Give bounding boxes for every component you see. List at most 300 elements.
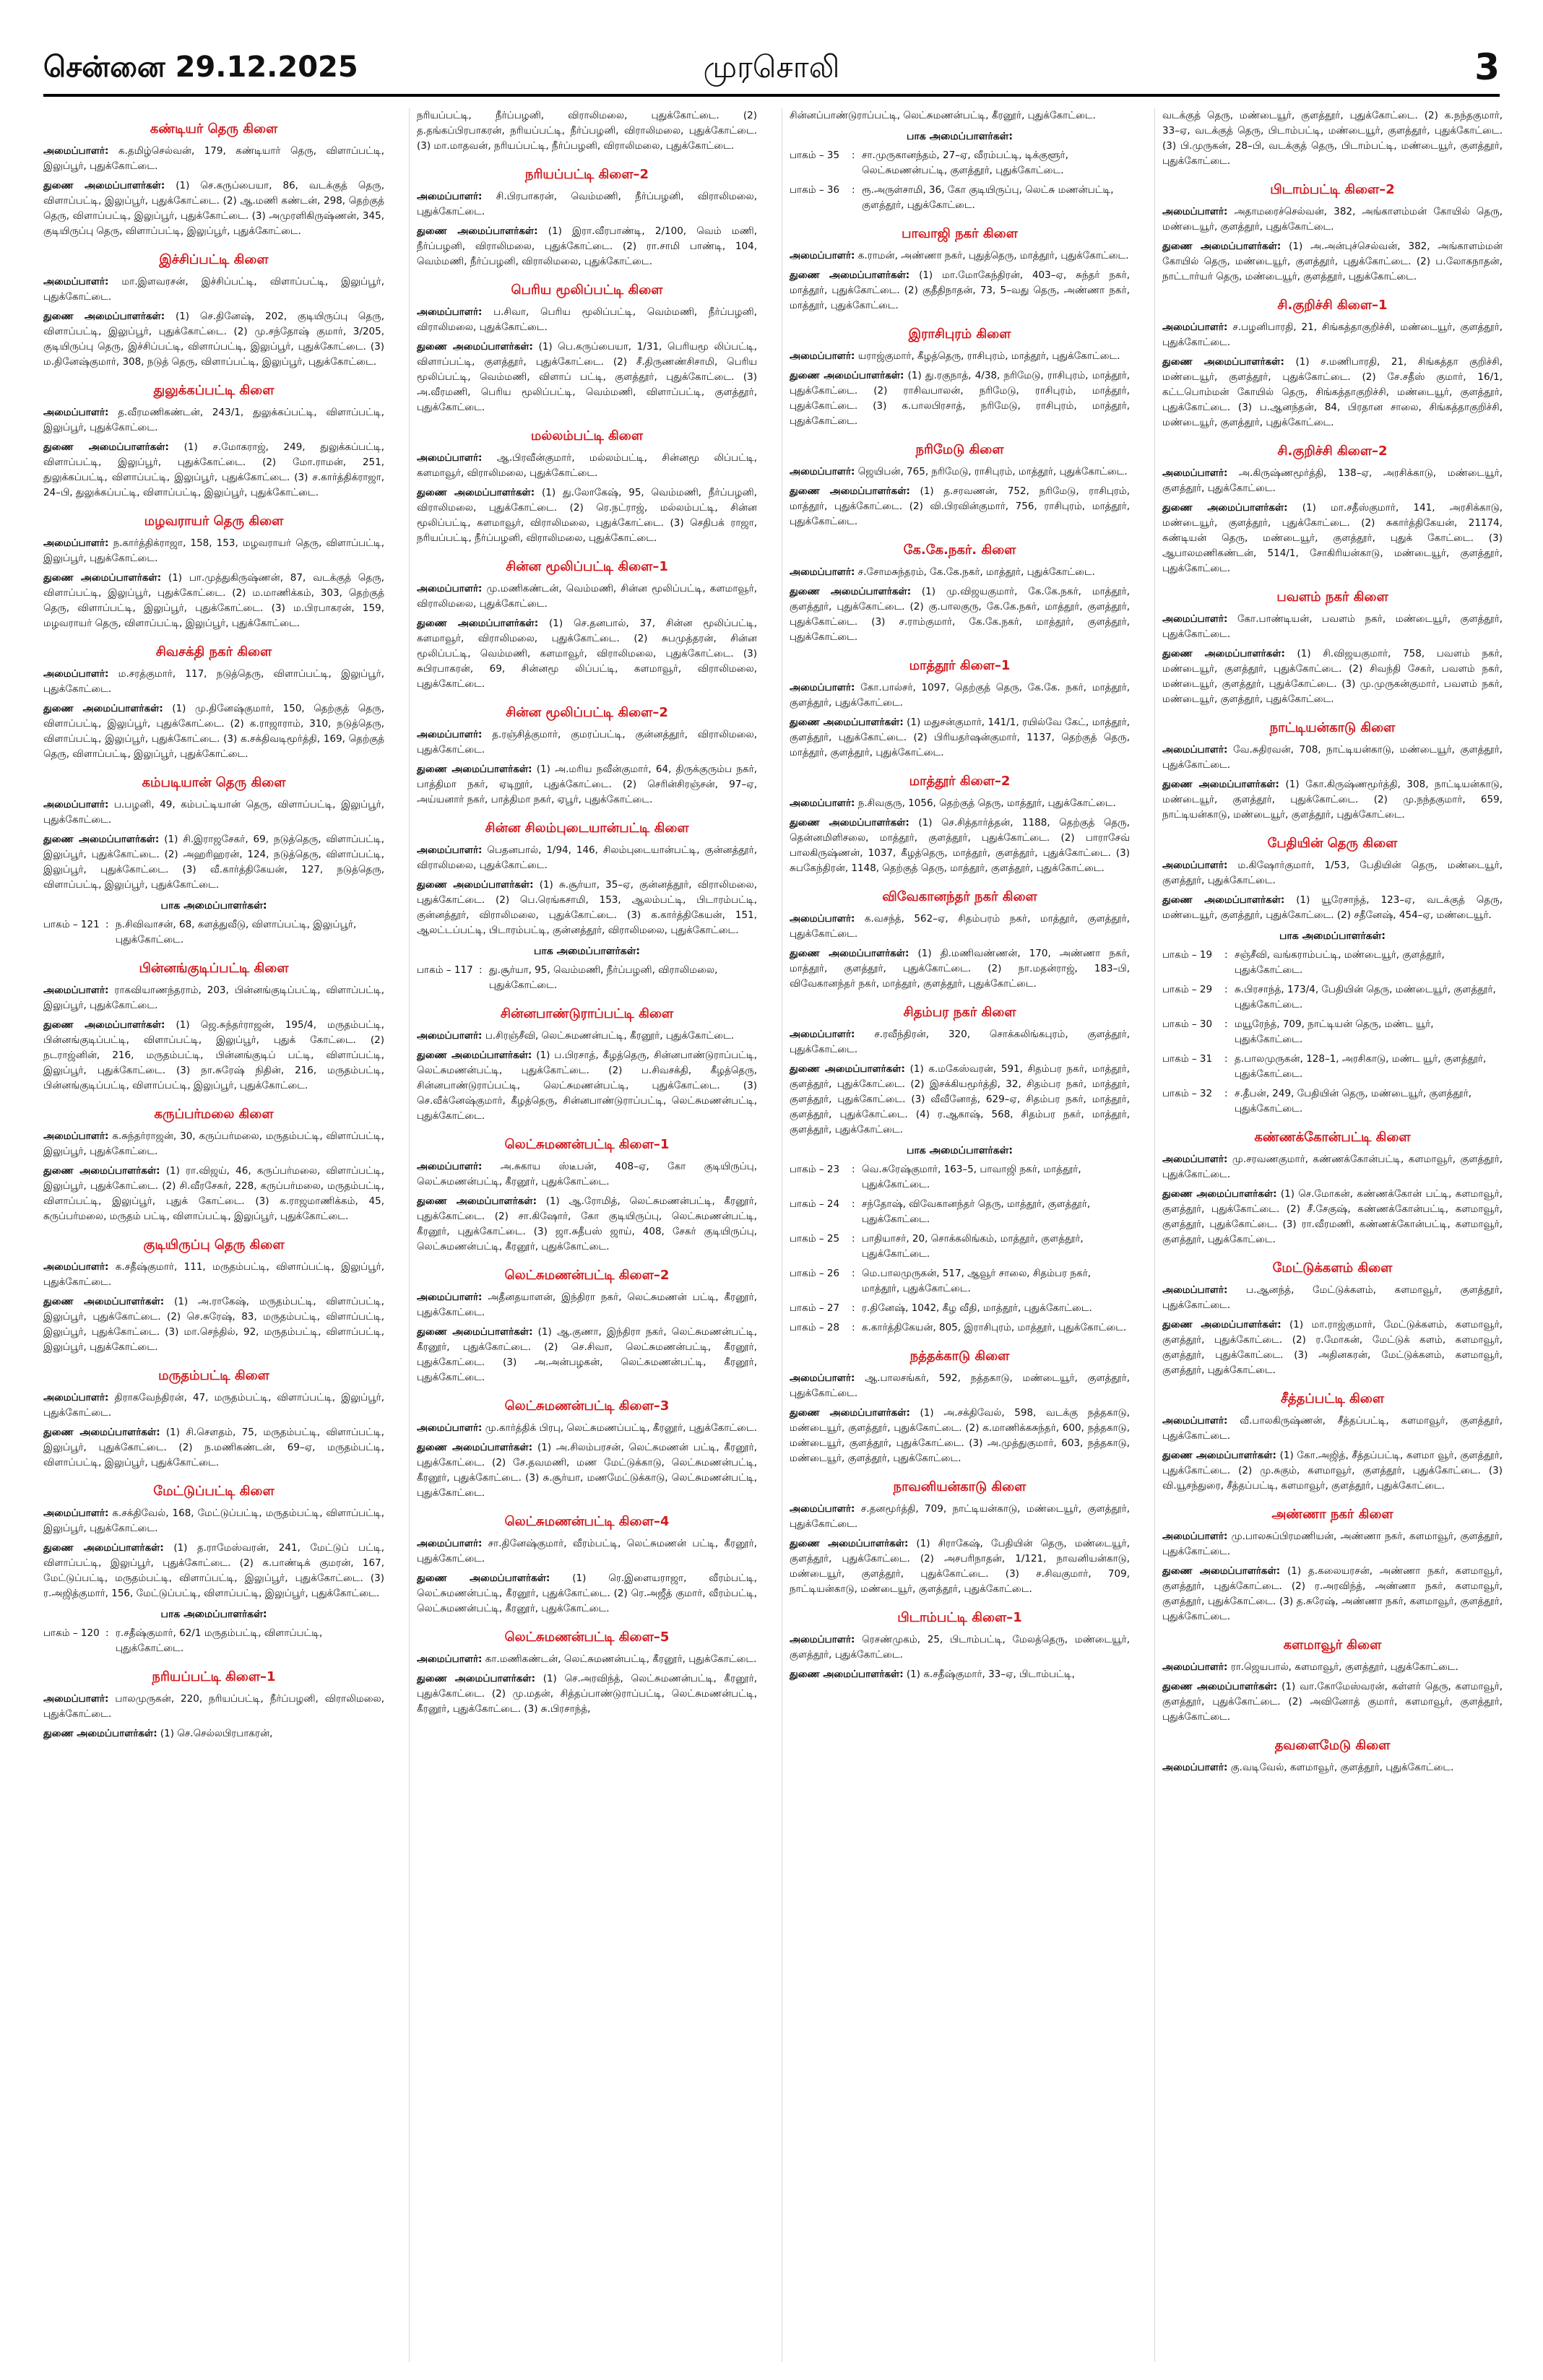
deputies-entry — [1162, 1564, 1503, 1624]
secretary-label: அமைப்பாளர்: — [417, 306, 483, 318]
deputies-text: (1) செ.மோகன், கண்ணக்கோன் பட்டி, களமாவூர், குளத்தூர், புதுக்கோட்டை. (2) சீ.சேகுஷ், கண்ணக்கோன்பட்டி, களமாவூர், குளத்தூர், புதுக்கோட்டை. (3) ரா.வீரமணி, கண்ணக்கோன்பட்டி, களமாவூர், குளத்தூர், புதுக்கோட்டை. — [1162, 1188, 1503, 1245]
part-separator: : — [1224, 1018, 1228, 1030]
part-row — [790, 1162, 1130, 1193]
part-number: பாகம் – 23 — [790, 1164, 840, 1175]
secretary-text: க.ராமன், அண்ணா நகர், புதுத்தெரு, மாத்தூர், புதுக்கோட்டை. — [857, 250, 1129, 261]
branch-block — [43, 514, 384, 631]
deputies-text: (1) ரெ.இளையராஜா, வீரம்பட்டி, லெட்சுமணன்பட்டி, கீரனூர், புதுக்கோட்டை. (2) ரெ.அஜீத் குமார், வீரம்பட்டி, லெட்சுமணன்பட்டி, கீரனூர், புதுக்கோட்டை. — [417, 1572, 757, 1614]
deputies-entry — [1162, 1679, 1503, 1725]
part-text: சஞ்சீவி, வங்கராம்பட்டி, மண்டையூர், குளத்தூர், புதுக்கோட்டை. — [1235, 949, 1445, 976]
secretary-entry — [1162, 1152, 1503, 1182]
secretary-label: அமைப்பாளர்: — [1162, 860, 1228, 871]
part-number: பாகம் – 35 — [790, 150, 840, 161]
deputies-entry — [43, 1164, 384, 1224]
secretary-label: அமைப்பாளர்: — [417, 1422, 483, 1434]
deputies-entry — [417, 1325, 757, 1385]
secretary-entry — [417, 581, 757, 612]
part-number: பாகம் – 28 — [790, 1322, 840, 1333]
secretary-entry — [43, 667, 384, 697]
branch-title: சிதம்பர நகர் கிளை — [903, 1005, 1016, 1020]
secretary-text: க.சுந்தர்ராஜன், 30, கருப்பர்மலை, மருதம்பட்டி, விளாப்பட்டி, இலுப்பூர், புதுக்கோட்டை. — [43, 1130, 384, 1157]
branch-block — [790, 108, 1130, 213]
secretary-entry — [790, 1502, 1130, 1532]
secretary-label: அமைப்பாளர்: — [43, 1392, 109, 1403]
deputies-label: துணை அமைப்பாளர்கள்: — [417, 487, 535, 498]
branch-title: கே.கே.நகர். கிளை — [903, 542, 1016, 558]
deputies-label: துணை அமைப்பாளர்கள்: — [417, 618, 539, 629]
secretary-text: க.வசந்த், 562–ஏ, சிதம்பரம் நகர், மாத்தூர், குளத்தூர், புதுக்கோட்டை. — [790, 913, 1130, 940]
secretary-label: அமைப்பாளர்: — [790, 466, 855, 477]
deputies-entry — [790, 1536, 1130, 1597]
branch-block — [1162, 1260, 1503, 1378]
part-row — [790, 1266, 1130, 1297]
secretary-entry — [43, 536, 384, 566]
secretary-label: அமைப்பாளர்: — [43, 1130, 109, 1142]
secretary-label: அமைப்பாளர்: — [1162, 467, 1228, 479]
secretary-entry — [790, 1632, 1130, 1663]
branch-block — [417, 428, 757, 546]
deputies-entry — [1162, 108, 1503, 169]
secretary-text: ச.ரவீந்திரன், 320, சொக்கலிங்கபுரம், குளத்தூர், புதுக்கோட்டை. — [790, 1029, 1130, 1055]
deputies-entry — [1162, 1317, 1503, 1378]
branch-block — [1162, 443, 1503, 576]
secretary-entry — [43, 1506, 384, 1536]
part-separator: : — [852, 184, 855, 196]
deputies-label: துணை அமைப்பாளர்கள்: — [417, 763, 532, 775]
branch-block — [417, 1398, 757, 1501]
secretary-label: அமைப்பாளர்: — [43, 985, 109, 996]
deputies-label: துணை அமைப்பாளர்கள்: — [1162, 356, 1284, 368]
part-row — [790, 1320, 1130, 1336]
branch-block — [417, 821, 757, 993]
deputies-entry — [1162, 1187, 1503, 1247]
part-text: ரூ.அருள்சாமி, 36, கோ குடியிருப்பு, லெட்சு மணன்பட்டி, குளத்தூர், புதுக்கோட்டை. — [862, 184, 1114, 211]
deputies-text: (1) மதுசன்குமார், 141/1, ரயில்வே கேட், மாத்தூர், குளத்தூர், புதுக்கோட்டை. (2) பிரியதர்ஷன்குமார், 1137, தெற்குத் தெரு, மாத்தூர், குளத்தூர், புதுக்கோட்டை. — [790, 717, 1130, 758]
part-number: பாகம் – 19 — [1162, 949, 1213, 961]
branch-block — [1162, 298, 1503, 430]
deputies-label: துணை அமைப்பாளர்கள்: — [417, 1673, 535, 1684]
part-separator: : — [479, 964, 483, 976]
secretary-entry — [417, 451, 757, 481]
secretary-text: ந.சிவகுரு, 1056, தெற்குத் தெரு, மாத்தூர், புதுக்கோட்டை. — [857, 797, 1116, 809]
secretary-text: ப.பழனி, 49, கம்பட்டியான் தெரு, விளாப்பட்டி, இலுப்பூர், புதுக்கோட்டை. — [43, 799, 384, 826]
branch-title: பெரிய மூலிப்பட்டி கிளை — [511, 282, 663, 298]
secretary-text: அதாமரைச்செல்வன், 382, அங்காளம்மன் கோயில் தெரு, மண்டையூர், குளத்தூர், புதுக்கோட்டை. — [1162, 206, 1503, 233]
deputies-entry — [43, 178, 384, 239]
branch-title: பேதியின் தெரு கிளை — [1267, 836, 1398, 851]
secretary-label: அமைப்பாளர்: — [43, 145, 109, 157]
secretary-text: மு.சரவணகுமார், கண்ணக்கோன்பட்டி, களமாவூர், குளத்தூர், புதுக்கோட்டை. — [1162, 1154, 1503, 1180]
branch-block — [417, 559, 757, 692]
secretary-entry — [417, 727, 757, 758]
deputies-entry — [1162, 355, 1503, 430]
deputies-label: துணை அமைப்பாளர்கள்: — [417, 1442, 533, 1453]
branch-title: பாவாஜி நகர் கிளை — [902, 226, 1018, 241]
secretary-entry — [417, 305, 757, 335]
branch-title: சிவசக்தி நகர் கிளை — [155, 644, 272, 659]
deputies-text: (1) பா.முத்துகிருஷ்ணன், 87, வடக்குத் தெரு, விளாப்பட்டி, இலுப்பூர், புதுக்கோட்டை. (2) ம.மாணிக்கம், 303, தெற்குத் தெரு, விளாப்பட்டி, இலுப்பூர், புதுக்கோட்டை. (3) ம.பிரபாகரன், 159, மழவராயர் தெரு, விளாப்பட்டி, இலுப்பூர், புதுக்கோட்டை. — [43, 572, 384, 629]
deputies-entry — [1162, 646, 1503, 707]
branch-block — [417, 1514, 757, 1617]
part-secretaries-heading: பாக அமைப்பாளர்கள்: — [160, 900, 267, 912]
part-secretaries-heading: பாக அமைப்பாளர்கள்: — [907, 1145, 1013, 1156]
secretary-label: அமைப்பாளர்: — [417, 1653, 483, 1665]
deputies-entry — [417, 616, 757, 692]
secretary-label: அமைப்பாளர்: — [1162, 744, 1228, 756]
secretary-entry — [43, 405, 384, 436]
deputies-label: துணை அமைப்பாளர்கள்: — [43, 1296, 165, 1307]
secretary-entry — [1162, 1414, 1503, 1444]
page-number: 3 — [1474, 46, 1500, 88]
branch-block — [417, 1006, 757, 1124]
deputies-entry — [790, 1406, 1130, 1466]
secretary-entry — [417, 1290, 757, 1320]
secretary-entry — [1162, 858, 1503, 888]
branch-block — [1162, 1507, 1503, 1624]
secretary-entry — [43, 144, 384, 174]
column-4 — [1154, 108, 1510, 2362]
deputies-text: (1) செ.செல்லபிரபாகரன், — [160, 1728, 273, 1739]
branch-block — [790, 542, 1130, 645]
deputies-entry — [43, 1726, 384, 1741]
deputies-label: துணை அமைப்பாளர்கள்: — [1162, 894, 1285, 906]
deputies-entry — [790, 1062, 1130, 1138]
deputies-label: துணை அமைப்பாளர்கள்: — [43, 1728, 157, 1739]
branch-block — [417, 282, 757, 415]
secretary-entry — [43, 1692, 384, 1722]
deputies-label: துணை அமைப்பாளர்கள்: — [417, 1572, 550, 1584]
part-row — [1162, 1052, 1503, 1082]
secretary-label: அமைப்பாளர்: — [43, 1693, 109, 1705]
deputies-text: (1) க.மகேஸ்வரன், 591, சிதம்பர நகர், மாத்தூர், குளத்தூர், புதுக்கோட்டை. (2) இசக்கியமூர்த்தி, 32, சிதம்பர நகர், மாத்தூர், குளத்தூர், புதுக்கோட்டை. (3) வீவீனோத், 629–ஏ, சிதம்பர நகர், மாத்தூர், குளத்தூர், புதுக்கோட்டை. (4) ர.ஆகாஷ், 568, சிதம்பர நகர், மாத்தூர், குளத்தூர், புதுக்கோட்டை. — [790, 1063, 1130, 1135]
deputies-text: (1) மு.விஜயகுமார், கே.கே.நகர், மாத்தூர், குளத்தூர், புதுக்கோட்டை. (2) கு.பாலகுரு, கே.கே.நகர், மாத்தூர், குளத்தூர், புதுக்கோட்டை. (3) ச.ராம்குமார், கே.கே.நகர், மாத்தூர், குளத்தூர், புதுக்கோட்டை. — [790, 586, 1130, 643]
deputies-label: துணை அமைப்பாளர்கள்: — [417, 341, 533, 352]
branch-block — [1162, 720, 1503, 823]
secretary-label: அமைப்பாளர்: — [1162, 1762, 1228, 1773]
secretary-label: அமைப்பாளர்: — [43, 537, 109, 549]
secretary-text: க.சதீஷ்குமார், 111, மருதம்பட்டி, விளாப்பட்டி, இலுப்பூர், புதுக்கோட்டை. — [43, 1261, 384, 1288]
secretary-text: சா.தினேஷ்குமார், வீரம்பட்டி, லெட்சுமணன் பட்டி, கீரனூர், புதுக்கோட்டை. — [417, 1538, 758, 1565]
branch-title: பின்னங்குடிப்பட்டி கிளை — [139, 961, 289, 976]
part-secretaries-heading: பாக அமைப்பாளர்கள்: — [534, 945, 640, 957]
deputies-text: (1) கோ.அஜித், சீத்தப்பட்டி, களமா வூர், குளத்தூர், புதுக்கோட்டை. (2) மு.சுகும், களமாவூர், குளத்தூர், புதுக்கோட்டை. (3) வி.யூசந்துரை, சீத்தப்பட்டி, களமாவூர், குளத்தூர், புதுக்கோட்டை. — [1162, 1450, 1503, 1492]
part-text: க.கார்த்திகேயன், 805, இராசிபுரம், மாத்தூர், புதுக்கோட்டை. — [862, 1322, 1127, 1333]
part-text: து.சூர்யா, 95, வெம்மணி, நீர்ப்பழனி, விராலிமலை, புதுக்கோட்டை. — [489, 964, 718, 991]
branch-title: நரியப்பட்டி கிளை–2 — [524, 167, 649, 182]
part-text: மெ.பாலமுருகன், 517, ஆவூர் சாலை, சிதம்பர நகர், மாத்தூர், புதுக்கோட்டை. — [862, 1268, 1092, 1294]
part-separator: : — [852, 1302, 855, 1314]
branch-title: மாத்தூர் கிளை–2 — [909, 774, 1011, 789]
branch-block — [417, 1630, 757, 1717]
branch-block — [43, 252, 384, 370]
deputies-label: துணை அமைப்பாளர்கள்: — [417, 1195, 537, 1207]
deputies-label: துணை அமைப்பாளர்கள்: — [790, 1669, 904, 1680]
part-row — [790, 1301, 1130, 1316]
branch-block — [417, 1137, 757, 1255]
deputies-label: துணை அமைப்பாளர்கள்: — [1162, 1681, 1278, 1692]
secretary-entry — [1162, 1283, 1503, 1313]
deputies-text: வடக்குத் தெரு, மண்டையூர், குளத்தூர், புதுக்கோட்டை. (2) க.நந்தகுமார், 33–ஏ, வடக்குத் தெரு, பிடாம்பட்டி, மண்டையூர், குளத்தூர், புதுக்கோட்டை. (3) பி.முருகன், 28–பி, வடக்குத் தெரு, பிடாம்பட்டி, மண்டையூர், குளத்தூர், புதுக்கோட்டை. — [1162, 110, 1503, 167]
secretary-label: அமைப்பாளர்: — [417, 1030, 483, 1042]
branch-title: சீத்தப்பட்டி கிளை — [1280, 1391, 1385, 1406]
deputies-text: (1) சி.செளதம், 75, மருதம்பட்டி, விளாப்பட்டி, இலுப்பூர், புதுக்கோட்டை. (2) ந.மணிகண்டன், 69–ஏ, மருதம்பட்டி, விளாப்பட்டி, இலுப்பூர், புதுக்கோட்டை. — [43, 1427, 384, 1468]
deputies-text: (1) க.சதீஷ்குமார், 33–ஏ, பிடாம்பட்டி, — [906, 1669, 1075, 1680]
branch-title: மேட்டுக்களம் கிளை — [1272, 1260, 1393, 1276]
branch-block — [790, 1349, 1130, 1466]
column-2 — [409, 108, 764, 2362]
secretary-label: அமைப்பாளர்: — [43, 407, 109, 418]
deputies-text: (1) செ.சித்தார்த்தன், 1188, தெற்குத் தெரு, தென்னமிளிசலை, மாத்தூர், குளத்தூர், புதுக்கோட்டை. (2) பாராசேவ் பாலகிருஷ்ணன், 1037, கீழத்தெரு, மாத்தூர், குளத்தூர், புதுக்கோட்டை. (3) சுபகேந்திரன், 1148, தெற்குத் தெரு, மாத்தூர், குளத்தூர், புதுக்கோட்டை. — [790, 817, 1130, 874]
secretary-label: அமைப்பாளர்: — [417, 1161, 483, 1172]
deputies-entry — [790, 268, 1130, 313]
secretary-label: அமைப்பாளர்: — [1162, 1284, 1228, 1296]
secretary-label: அமைப்பாளர்: — [417, 844, 483, 856]
secretary-text: ப.ஆனந்த், மேட்டுக்களம், களமாவூர், குளத்தூர், புதுக்கோட்டை. — [1162, 1284, 1503, 1311]
part-separator: : — [105, 919, 109, 930]
secretary-text: பெதனபால், 1/94, 146, சிலம்புடையான்பட்டி, குன்னத்தூர், விராலிமலை, புதுக்கோட்டை. — [417, 844, 757, 871]
secretary-text: ப.சிவா, பெரிய மூலிப்பட்டி, வெம்மணி, நீர்ப்பழனி, விராலிமலை, புதுக்கோட்டை. — [417, 306, 757, 333]
deputies-label: துணை அமைப்பாளர்கள்: — [790, 370, 904, 381]
deputies-text: (1) பெ.கருப்பையா, 1/31, பெரியமூ லிப்பட்டி, விளாப்பட்டி, குளத்தூர், புதுக்கோட்டை. (2) சீ.திருணண்சிசாமி, பெரிய மூலிப்பட்டி, வெம்மணி, விளாப் பட்டி, குளத்தூர், புதுக்கோட்டை. (3) அ.வீரமணி, பெரிய மூலிப்பட்டி, வெம்மணி, விளாப்பட்டி, குளத்தூர், புதுக்கோட்டை. — [417, 341, 757, 413]
secretary-text: மு.மணிகண்டன், வெம்மணி, சின்ன மூலிப்பட்டி, களமாவூர், விராலிமலை, புதுக்கோட்டை. — [417, 583, 757, 610]
secretary-label: அமைப்பாளர்: — [417, 1538, 483, 1549]
secretary-entry — [417, 1536, 757, 1567]
deputies-text: (1) ச.மணிபாரதி, 21, சிங்கத்தா குறிச்சி, மண்டையூர், குளத்தூர், புதுக்கோட்டை. (2) சே.சதீஸ் குமார், 16/1, கட்டபொம்மன் கோயில் தெரு, சிங்கத்தாகுறிச்சி, மண்டையூர், குளத்தூர், புதுக்கோட்டை. (3) ப.ஆனந்தன், 84, பிரதான சாலை, சிங்கத்தாகுறிச்சி, மண்டையூர், குளத்தூர், புதுக்கோட்டை. — [1162, 356, 1503, 428]
secretary-entry — [417, 1421, 757, 1436]
deputies-text: (1) மா.ராஜ்குமார், மேட்டுக்களம், களமாவூர், குளத்தூர், புதுக்கோட்டை. (2) ர.மோகன், மேட்டுக் களம், களமாவூர், குளத்தூர், புதுக்கோட்டை. (3) அதினகரன், மேட்டுக்களம், களமாவூர், குளத்தூர், புதுக்கோட்டை. — [1162, 1319, 1503, 1376]
secretary-text: பாலமுருகன், 220, நரியப்பட்டி, நீர்ப்பழனி, விராலிமலை, புதுக்கோட்டை. — [43, 1693, 384, 1720]
branch-title: மல்லம்பட்டி கிளை — [530, 428, 644, 443]
secretary-text: ச.சோமசுந்தரம், கே.கே.நகர், மாத்தூர், புதுக்கோட்டை. — [857, 566, 1095, 578]
secretary-text: ரெசண்முகம், 25, பிடாம்பட்டி, மேலத்தெரு, மண்டையூர், குளத்தூர், புதுக்கோட்டை. — [790, 1634, 1131, 1661]
part-row — [790, 1197, 1130, 1227]
deputies-text: (1) ஆ.குணா, இந்திரா நகர், லெட்சுமணன்பட்டி, கீரனூர், புதுக்கோட்டை. (2) செ.சிவா, லெட்சுமணன்பட்டி, கீரனூர், புதுக்கோட்டை. (3) அ.அன்பழகன், லெட்சுமணன்பட்டி, கீரனூர், புதுக்கோட்டை. — [417, 1326, 757, 1383]
deputies-text: (1) அ.அன்புச்செல்வன், 382, அங்காளம்மன் கோயில் தெரு, மண்டையூர், குளத்தூர், புதுக்கோட்டை. (2) ப.லோகநாதன், நாட்டார்யர் தெரு, மண்டையூர், குளத்தூர், புதுக்கோட்டை. — [1162, 241, 1503, 282]
secretary-label: அமைப்பாளர்: — [43, 799, 109, 810]
secretary-label: அமைப்பாளர்: — [43, 668, 109, 680]
part-separator: : — [1224, 949, 1228, 961]
deputies-entry — [417, 878, 757, 938]
deputies-text: (1) ச.மோகராஜ், 249, துலுக்கப்பட்டி, விளாப்பட்டி, இலுப்பூர், புதுக்கோட்டை. (2) மோ.ராமன், 251, துலுக்கப்பட்டி, விளாப்பட்டி, இலுப்பூர், புதுக்கோட்டை. (3) ச.கார்த்திக்ராஜா, 24–பி, துலுக்கப்பட்டி, விளாப்பட்டி, இலுப்பூர், புதுக்கோட்டை. — [43, 441, 384, 498]
part-number: பாகம் – 121 — [43, 919, 100, 930]
secretary-text: அதீனதயாளன், இந்திரா நகர், லெட்சுமணன் பட்டி, கீரனூர், புதுக்கோட்டை. — [417, 1291, 757, 1318]
secretary-entry — [43, 274, 384, 305]
deputies-text: (1) தி.மணிவண்ணன், 170, அண்ணா நகர், மாத்தூர், குளத்தூர், புதுக்கோட்டை. (2) நா.மதன்ராஜ், 183–பி, விவேகானந்தர் நகர், மாத்தூர், குளத்தூர், புதுக்கோட்டை. — [790, 948, 1130, 990]
deputies-entry — [417, 762, 757, 808]
secretary-text: ம.சரத்குமார், 117, நடுத்தெரு, விளாப்பட்டி, இலுப்பூர், புதுக்கோட்டை. — [43, 668, 384, 695]
deputies-text: (1) த.கலையரசன், அண்ணா நகர், களமாவூர், குளத்தூர், புதுக்கோட்டை. (2) ர.அரவிந்த், அண்ணா நகர், களமாவூர், குளத்தூர், புதுக்கோட்டை. (3) த.சுரேஷ், அண்ணா நகர், களமாவூர், குளத்தூர், புதுக்கோட்டை. — [1162, 1565, 1503, 1622]
branch-block — [790, 442, 1130, 529]
secretary-label: அமைப்பாளர்: — [43, 276, 109, 287]
deputies-label: துணை அமைப்பாளர்கள்: — [43, 1165, 160, 1177]
deputies-entry — [417, 1440, 757, 1501]
secretary-label: அமைப்பாளர்: — [1162, 321, 1228, 333]
branch-block — [1162, 108, 1503, 169]
branch-title: விவேகானந்தர் நகர் கிளை — [882, 889, 1037, 904]
secretary-label: அமைப்பாளர்: — [417, 583, 483, 594]
secretary-entry — [43, 1129, 384, 1159]
branch-block — [790, 1610, 1130, 1682]
branch-block — [790, 1005, 1130, 1336]
secretary-label: அமைப்பாளர்: — [790, 682, 855, 693]
part-separator: : — [852, 1233, 855, 1245]
part-separator: : — [852, 1164, 855, 1175]
secretary-entry — [1162, 743, 1503, 773]
part-separator: : — [852, 150, 855, 161]
deputies-label: துணை அமைப்பாளர்கள்: — [43, 311, 165, 322]
secretary-entry — [1162, 1760, 1503, 1775]
secretary-text: திராகவேந்திரன், 47, மருதம்பட்டி, விளாப்பட்டி, இலுப்பூர், புதுக்கோட்டை. — [43, 1392, 384, 1419]
deputies-entry — [417, 108, 757, 154]
branch-block — [790, 1479, 1130, 1597]
deputies-text: (1) த.ராமேஸ்வரன், 241, மேட்டுப் பட்டி, விளாப்பட்டி, இலுப்பூர், புதுக்கோட்டை. (2) க.பாண்டிக் குமரன், 167, மேட்டுப்பட்டி, மருதம்பட்டி, விளாப்பட்டி, இலுப்பூர், புதுக்கோட்டை. (3) ர.அஜித்குமார், 156, மேட்டுப்பட்டி, விளாப்பட்டி, இலுப்பூர், புதுக்கோட்டை. — [43, 1542, 384, 1599]
secretary-label: அமைப்பாளர்: — [790, 250, 855, 261]
branch-block — [43, 1368, 384, 1471]
deputies-label: துணை அமைப்பாளர்கள்: — [43, 834, 160, 845]
part-number: பாகம் – 32 — [1162, 1088, 1213, 1099]
part-text: பாதியாசர், 20, சொக்கலிங்கம், மாத்தூர், குளத்தூர், புதுக்கோட்டை. — [862, 1233, 1084, 1260]
deputies-entry — [417, 339, 757, 415]
column-1 — [36, 108, 392, 2362]
part-text: மயூரேந்த், 709, நாட்டியன் தெரு, மண்ட யூர், புதுக்கோட்டை. — [1235, 1018, 1434, 1045]
branch-block — [417, 705, 757, 808]
deputies-entry — [790, 484, 1130, 529]
secretary-text: ந.கார்த்திக்ராஜா, 158, 153, மழவராயர் தெரு, விளாப்பட்டி, இலுப்பூர், புதுக்கோட்டை. — [43, 537, 385, 564]
branch-block — [43, 961, 384, 1094]
deputies-label: துணை அமைப்பாளர்கள்: — [1162, 502, 1288, 514]
deputies-text: நரியப்பட்டி, நீர்ப்பழனி, விராலிமலை, புதுக்கோட்டை. (2) த.தங்கப்பிரபாகரன், நரியப்பட்டி, நீர்ப்பழனி, விராலிமலை, புதுக்கோட்டை. (3) மா.மாதவன், நரியப்பட்டி, நீர்ப்பழனி, விராலிமலை, புதுக்கோட்டை. — [417, 110, 757, 152]
branch-title: நாவனியன்காடு கிளை — [893, 1479, 1026, 1494]
deputies-text: (1) செ.அரவிந்த், லெட்சுமணன்பட்டி, கீரனூர், புதுக்கோட்டை. (2) மு.மதன், சித்தப்பாண்டுராப்பட்டி, லெட்சுமணன்பட்டி, கீரனூர், புதுக்கோட்டை. (3) சு.பிரசாந்த், — [417, 1673, 757, 1715]
deputies-entry — [790, 815, 1130, 876]
deputies-entry — [1162, 239, 1503, 285]
deputies-label: துணை அமைப்பாளர்கள்: — [1162, 1565, 1281, 1577]
secretary-entry — [790, 565, 1130, 580]
part-row — [790, 1232, 1130, 1262]
part-row — [1162, 948, 1503, 978]
deputies-entry — [43, 440, 384, 501]
secretary-text: ச.பழனிபாரதி, 21, சிங்கத்தாகுறிச்சி, மண்டையூர், குளத்தூர், புதுக்கோட்டை. — [1162, 321, 1503, 348]
deputies-label: துணை அமைப்பாளர்கள்: — [417, 879, 534, 891]
part-separator: : — [1224, 984, 1228, 995]
branch-title: அண்ணா நகர் கிளை — [1271, 1507, 1393, 1522]
part-text: ச.தீபன், 249, பேதியின் தெரு, மண்டையூர், குளத்தூர், புதுக்கோட்டை. — [1235, 1088, 1471, 1115]
part-number: பாகம் – 26 — [790, 1268, 840, 1279]
branch-block — [1162, 1130, 1503, 1247]
secretary-label: அமைப்பாளர்: — [43, 1507, 109, 1519]
deputies-text: (1) து.லோகேஷ், 95, வெம்மணி, நீர்ப்பழனி, விராலிமலை, புதுக்கோட்டை. (2) ரெ.நட்ராஜ், மல்லம்பட்டி, சின்ன மூலிப்பட்டி, களமாவூர், விராலிமலை, புதுக்கோட்டை. (3) செதிபக் ராஜா, நரியப்பட்டி, நீர்ப்பழனி, விராலிமலை, புதுக்கோட்டை. — [417, 487, 757, 544]
deputies-label: துணை அமைப்பாளர்கள்: — [43, 441, 169, 453]
branch-title: துலுக்கப்பட்டி கிளை — [153, 383, 275, 398]
branch-block — [417, 167, 757, 269]
branch-title: லெட்சுமணன்பட்டி கிளை–5 — [504, 1630, 670, 1645]
secretary-text: வீ.பாலகிருஷ்ணன், சீத்தப்பட்டி, களமாவூர், குளத்தூர், புதுக்கோட்டை. — [1162, 1415, 1503, 1442]
branch-title: லெட்சுமணன்பட்டி கிளை–4 — [504, 1514, 670, 1529]
deputies-entry — [1162, 893, 1503, 923]
part-separator: : — [1224, 1053, 1228, 1065]
deputies-label: துணை அமைப்பாளர்கள்: — [43, 180, 165, 191]
deputies-entry — [417, 1048, 757, 1124]
part-row — [790, 148, 1130, 178]
deputies-text: (1) கோ.கிருஷ்ணமூர்த்தி, 308, நாட்டியன்காடு, மண்டையூர், குளத்தூர், புதுக்கோட்டை. (2) மு.நந்தகுமார், 659, நாட்டியன்காடு, மண்டையூர், குளத்தூர், புதுக்கோட்டை. — [1162, 779, 1503, 821]
branch-title: கருப்பர்மலை கிளை — [154, 1107, 274, 1122]
deputies-text: (1) அ.மரிய நவீன்குமார், 64, திருக்குரும்ப நகர், பாத்திமா நகர், ஏடிறூர், புதுக்கோட்டை. (2) செரின்சிரஞ்சன், 97–ஏ, அய்யனார் நகர், பாத்திமா நகர், ஏபூர், புதுக்கோட்டை. — [417, 763, 757, 805]
deputies-text: (1) அ.சிலம்பரசன், லெட்சுமணன் பட்டி, கீரனூர், புதுக்கோட்டை. (2) சே.தவமணி, மண மேட்டுக்காடு, லெட்சுமணன்பட்டி, கீரனூர், புதுக்கோட்டை. (3) சு.சூர்யா, மணமேட்டுக்காடு, லெட்சுமணன்பட்டி, புதுக்கோட்டை. — [417, 1442, 757, 1499]
part-number: பாகம் – 117 — [417, 964, 473, 976]
deputies-text: (1) சி.விஜயகுமார், 758, பவளம் நகர், மண்டையூர், குளத்தூர், புதுக்கோட்டை. (2) சிவந்தி சேகர், பவளம் நகர், மண்டையூர், குளத்தூர், புதுக்கோட்டை. (3) மு.முருகன்குமார், பவளம் நகர், மண்டையூர், குளத்தூர், புதுக்கோட்டை. — [1162, 648, 1503, 705]
part-secretaries-heading: பாக அமைப்பாளர்கள்: — [160, 1609, 267, 1620]
secretary-entry — [417, 1652, 757, 1667]
deputies-entry — [43, 832, 384, 893]
secretary-label: அமைப்பாளர்: — [1162, 1661, 1228, 1673]
branch-title: குடியிருப்பு தெரு கிளை — [143, 1237, 285, 1252]
deputies-text: (1) து.ரகுநாத், 4/38, நரிமேடு, ராசிபுரம், மாத்தூர், புதுக்கோட்டை. (2) ராசிவபாலன், நரிமேடு, ராசிபுரம், மாத்தூர், புதுக்கோட்டை. (3) க.பாலபிரசாத், நரிமேடு, ராசிபுரம், மாத்தூர், புதுக்கோட்டை. — [790, 370, 1130, 427]
deputies-text: (1) ப.பிரசாத், கீழத்தெரு, சின்னபாண்டுராப்பட்டி, லெட்சுமணன்பட்டி, புதுக்கோட்டை. (2) ப.சிவசக்தி, கீழத்தெரு, சின்னபாண்டுராப்பட்டி, லெட்சுமணன்பட்டி, புதுக்கோட்டை. (3) செ.வீக்னேஷ்குமார், கீழத்தெரு, சின்னபாண்டுராப்பட்டி, லெட்சுமணன்பட்டி, புதுக்கோட்டை. — [417, 1050, 757, 1122]
part-separator: : — [852, 1198, 855, 1210]
deputies-label: துணை அமைப்பாளர்கள்: — [1162, 1319, 1281, 1330]
secretary-text: த.ரஞ்சித்குமார், குமரப்பட்டி, குன்னத்தூர், விராலிமலை, புதுக்கோட்டை. — [417, 729, 757, 756]
deputies-entry — [43, 701, 384, 762]
deputies-entry — [43, 309, 384, 370]
branch-block — [43, 1107, 384, 1224]
deputies-entry — [43, 1541, 384, 1601]
deputies-label: துணை அமைப்பாளர்கள்: — [790, 1063, 905, 1075]
secretary-entry — [43, 983, 384, 1013]
secretary-label: அமைப்பாளர்: — [790, 566, 855, 578]
branch-title: லெட்சுமணன்பட்டி கிளை–2 — [504, 1268, 670, 1283]
part-text: சு.பிரசாந்த், 173/4, பேதியின் தெரு, மண்டையூர், குளத்தூர், புதுக்கோட்டை. — [1235, 984, 1496, 1011]
branch-block — [43, 383, 384, 501]
branch-title: மாத்தூர் கிளை–1 — [909, 658, 1011, 673]
branch-block — [43, 1484, 384, 1656]
deputies-entry — [417, 1194, 757, 1255]
secretary-entry — [1162, 466, 1503, 496]
branch-block — [43, 1669, 384, 1741]
branch-title: கண்டியர் தெரு கிளை — [150, 121, 278, 137]
deputies-label: துணை அமைப்பாளர்கள்: — [790, 948, 909, 959]
secretary-text: அ.கிருஷ்ணமூர்த்தி, 138–ஏ, அரசிக்காடு, மண்டையூர், குளத்தூர், புதுக்கோட்டை. — [1162, 467, 1503, 494]
secretary-text: கோ.பால்சர், 1097, தெற்குத் தெரு, கே.கே. நகர், மாத்தூர், குளத்தூர், புதுக்கோட்டை. — [790, 682, 1130, 709]
deputies-entry — [417, 1671, 757, 1717]
branch-block — [790, 226, 1130, 313]
secretary-text: மு.பாலசுப்பிரமணியன், அண்ணா நகர், களமாவூர், குளத்தூர், புதுக்கோட்டை. — [1162, 1531, 1503, 1557]
secretary-entry — [1162, 1660, 1503, 1675]
branch-block — [43, 1237, 384, 1355]
branch-title: சி.குறிச்சி கிளை–1 — [1277, 298, 1388, 313]
secretary-text: ச.தனமூர்த்தி, 709, நாட்டியன்காடு, மண்டையூர், குளத்தூர், புதுக்கோட்டை. — [790, 1503, 1130, 1530]
secretary-entry — [1162, 1529, 1503, 1559]
deputies-entry — [790, 715, 1130, 761]
deputies-label: துணை அமைப்பாளர்கள்: — [790, 717, 904, 728]
secretary-entry — [790, 349, 1130, 364]
deputies-text: சின்னப்பாண்டுராப்பட்டி, லெட்சுமணன்பட்டி, கீரனூர், புதுக்கோட்டை. — [790, 110, 1096, 121]
deputies-text: (1) த.சரவணன், 752, நரிமேடு, ராசிபுரம், மாத்தூர், புதுக்கோட்டை. (2) வி.பிரவின்குமார், 756, ராசிபுரம், மாத்தூர், புதுக்கோட்டை. — [790, 485, 1130, 527]
secretary-text: க.தமிழ்செல்வன், 179, கண்டியார் தெரு, விளாப்பட்டி, இலுப்பூர், புதுக்கோட்டை. — [43, 145, 384, 172]
secretary-label: அமைப்பாளர்: — [43, 1261, 109, 1273]
part-row — [43, 917, 384, 948]
secretary-label: அமைப்பாளர்: — [417, 729, 483, 740]
secretary-label: அமைப்பாளர்: — [790, 1634, 855, 1645]
part-separator: : — [105, 1627, 109, 1639]
secretary-entry — [790, 796, 1130, 811]
secretary-entry — [790, 464, 1130, 480]
part-text: வெ.சுரேஷ்குமார், 163–5, பாவாஜி நகர், மாத்தூர், புதுக்கோட்டை. — [862, 1164, 1081, 1190]
part-secretaries-heading: பாக அமைப்பாளர்கள்: — [1279, 930, 1386, 942]
deputies-text: (1) வா.கோமேஸ்வரன், கள்ளர் தெரு, களமாவூர், குளத்தூர், புதுக்கோட்டை. (2) அவினோத் குமார், களமாவூர், குளத்தூர், புதுக்கோட்டை. — [1162, 1681, 1503, 1723]
article-columns — [36, 108, 1510, 2362]
deputies-entry — [1162, 777, 1503, 823]
deputies-label: துணை அமைப்பாளர்கள்: — [790, 269, 910, 281]
